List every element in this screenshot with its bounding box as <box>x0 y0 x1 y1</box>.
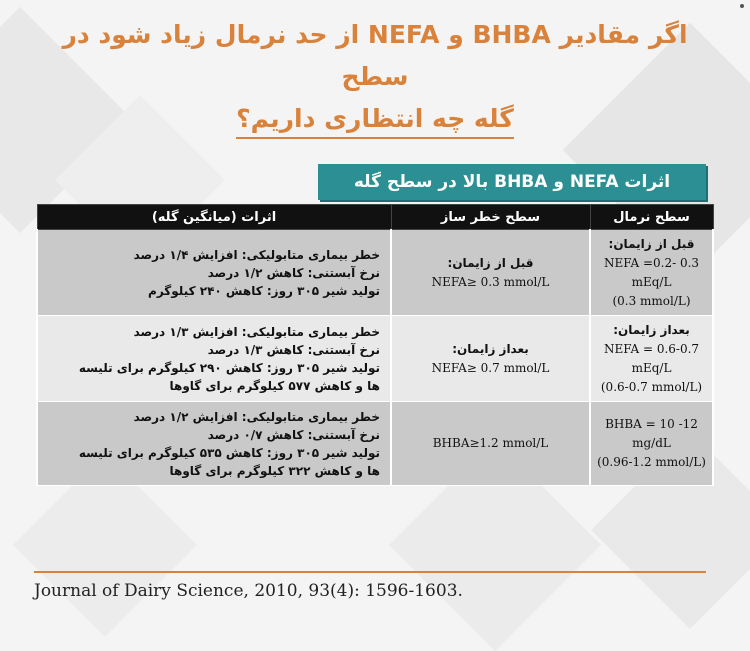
normal-value: BHBA = 10 -12 mg/dL <box>605 417 698 450</box>
normal-value: NEFA = 0.6-0.7 mEq/L <box>603 341 700 375</box>
normal-extra: (0.6-0.7 mmol/L) <box>600 379 703 394</box>
normal-extra: (0.96-1.2 mmol/L) <box>597 455 706 469</box>
header-effects: اثرات (میانگین گله) <box>37 205 391 230</box>
title-line-2: گله چه انتظاری داریم؟ <box>236 101 514 139</box>
header-normal: سطح نرمال <box>590 205 713 230</box>
effect-line: نرخ آبستنی: کاهش ۱/۳ درصد <box>207 342 380 357</box>
table-row <box>37 230 713 316</box>
citation: Journal of Dairy Science, 2010, 93(4): 1596-1603. <box>34 581 463 601</box>
table-caption: اثرات NEFA و BHBA بالا در سطح گله <box>318 164 706 200</box>
risk-cell <box>391 402 590 486</box>
normal-extra: (0.3 mmol/L) <box>612 293 691 308</box>
effect-line: تولید شیر ۳۰۵ روز: کاهش ۵۳۵ کیلوگرم برای تلیسه <box>78 445 380 460</box>
effects-table <box>36 204 714 486</box>
effect-line: ها و کاهش ۳۲۲ کیلوگرم برای گاوها <box>169 463 380 478</box>
effect-line: نرخ آبستنی: کاهش ۰/۷ درصد <box>207 427 380 442</box>
risk-cell <box>391 316 590 402</box>
corner-dot <box>740 4 744 8</box>
table-row <box>37 316 713 402</box>
normal-cell <box>590 402 713 486</box>
normal-value: NEFA =0.2- 0.3 mEq/L <box>603 255 700 289</box>
effects-cell <box>37 316 391 402</box>
risk-value: NEFA≥ 0.7 mmol/L <box>431 360 550 375</box>
table-row <box>37 402 713 486</box>
effect-line: خطر بیماری متابولیکی: افزایش ۱/۴ درصد <box>133 247 380 262</box>
effects-cell <box>37 402 391 486</box>
effects-cell <box>37 230 391 316</box>
risk-value: BHBA≥1.2 mmol/L <box>432 436 549 450</box>
page-title <box>40 14 710 140</box>
effect-line: تولید شیر ۳۰۵ روز: کاهش ۲۴۰ کیلوگرم <box>148 283 380 298</box>
risk-label: قبل از زایمان: <box>447 255 534 270</box>
risk-cell <box>391 230 590 316</box>
risk-label: بعداز زایمان: <box>452 341 529 356</box>
header-risk: سطح خطر ساز <box>391 205 590 230</box>
title-line-1: اگر مقادیر BHBA و NEFA از حد نرمال زیاد شود در سطح <box>62 20 688 91</box>
normal-cell <box>590 316 713 402</box>
effect-line: خطر بیماری متابولیکی: افزایش ۱/۲ درصد <box>133 409 380 424</box>
table-header-row <box>37 205 713 230</box>
normal-label: بعداز زایمان: <box>613 322 690 337</box>
normal-label: قبل از زایمان: <box>608 236 695 251</box>
effect-line: خطر بیماری متابولیکی: افزایش ۱/۳ درصد <box>133 324 380 339</box>
effect-line: ها و کاهش ۵۷۷ کیلوگرم برای گاوها <box>169 378 380 393</box>
effect-line: نرخ آبستنی: کاهش ۱/۲ درصد <box>207 265 380 280</box>
normal-cell <box>590 230 713 316</box>
effect-line: تولید شیر ۳۰۵ روز: کاهش ۲۹۰ کیلوگرم برای تلیسه <box>78 360 380 375</box>
risk-value: NEFA≥ 0.3 mmol/L <box>431 274 550 289</box>
divider <box>34 571 706 573</box>
